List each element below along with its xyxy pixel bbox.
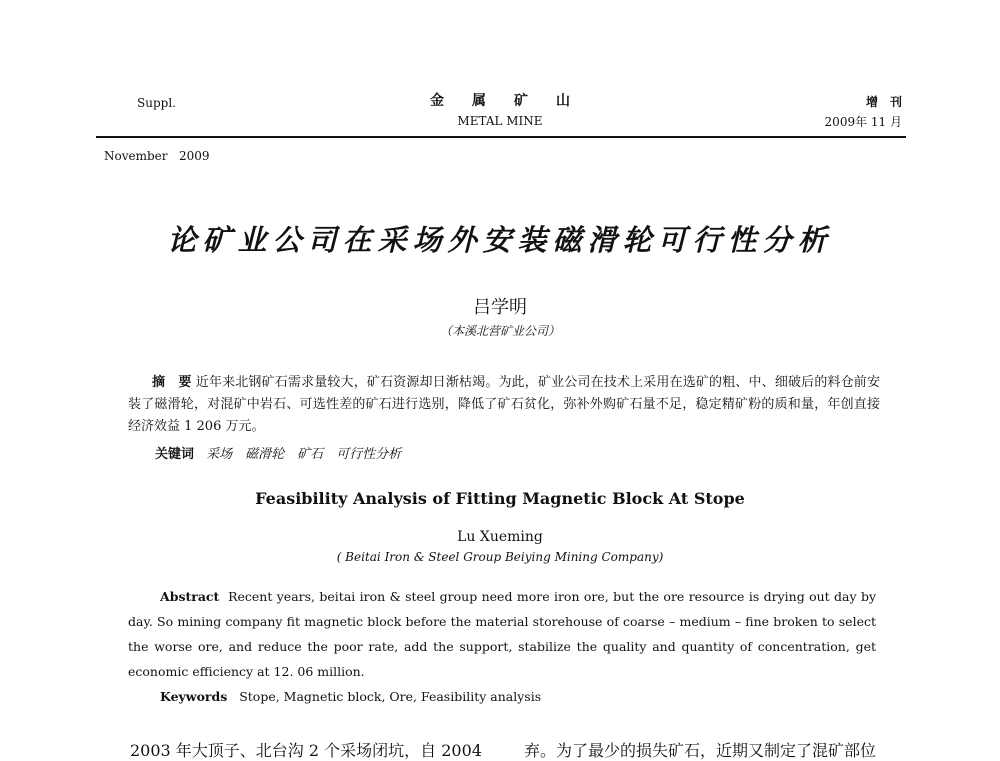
header-supplement-zh: 增 刊	[865, 95, 902, 109]
header-left	[137, 95, 176, 111]
author-name-zh: 吕学明	[473, 297, 527, 318]
affiliation-zh: （本溪北营矿业公司）	[439, 324, 560, 338]
keywords-text-en: Stope, Magnetic block, Ore, Feasibility analysis	[239, 689, 542, 704]
header-rule	[96, 136, 906, 138]
journal-name-en: METAL MINE	[457, 114, 543, 128]
abstract-zh	[128, 372, 880, 438]
keywords-label-en: Keywords	[160, 689, 228, 704]
abstract-text-zh: 近年来北钢矿石需求量较大，矿石资源却日渐枯竭。为此，矿业公司在技术上采用在选矿的粗、中、细破后的料仓前安装了磁滑轮，对混矿中岩石、可选性差的矿石进行选别，降低了矿石贫化，弥补外购矿石量不足，稳定精矿粉的质和量，年创直接经济效益 1 206 万元。	[128, 375, 880, 434]
keywords-text-zh: 采场 磁滑轮 矿石 可行性分析	[206, 447, 402, 462]
header-date-zh: 2009年 11 月	[824, 115, 902, 129]
body-left-column-line: 2003 年大顶子、北台沟 2 个采场闭坑，自 2004	[130, 741, 482, 760]
paper-title-zh: 论矿业公司在采场外安装磁滑轮可行性分析	[167, 223, 833, 257]
abstract-en	[128, 584, 876, 684]
header-date-en: November 2009	[104, 149, 210, 163]
journal-name-zh: 金 属 矿 山	[430, 93, 570, 109]
header-left-date	[104, 116, 210, 180]
abstract-label-zh: 摘 要	[152, 375, 192, 390]
paper-title-en: Feasibility Analysis of Fitting Magnetic Block At Stope	[255, 489, 745, 508]
author-name-en: Lu Xueming	[457, 529, 543, 545]
body-right-column-line: 弃。为了最少的损失矿石，近期又制定了混矿部位	[524, 741, 877, 760]
affiliation-en: ( Beitai Iron & Steel Group Beiying Mining Company)	[336, 550, 664, 564]
keywords-zh	[155, 446, 401, 464]
keywords-label-zh: 关键词	[155, 447, 195, 462]
header-suppl: Suppl.	[137, 96, 176, 110]
keywords-en	[160, 689, 541, 704]
abstract-text-en: Recent years, beitai iron & steel group need more iron ore, but the ore resource is drying out day by day. So mining company fit magnetic block before the material storehouse of coarse – medium – fine broken to select the worse ore, and reduce the poor rate, add the support, stabilize the quality and quantity of concentration, get economic efficiency at 12. 06 million.	[128, 589, 877, 679]
header-right	[825, 94, 902, 130]
header-center	[400, 93, 600, 129]
abstract-label-en: Abstract	[160, 589, 220, 604]
